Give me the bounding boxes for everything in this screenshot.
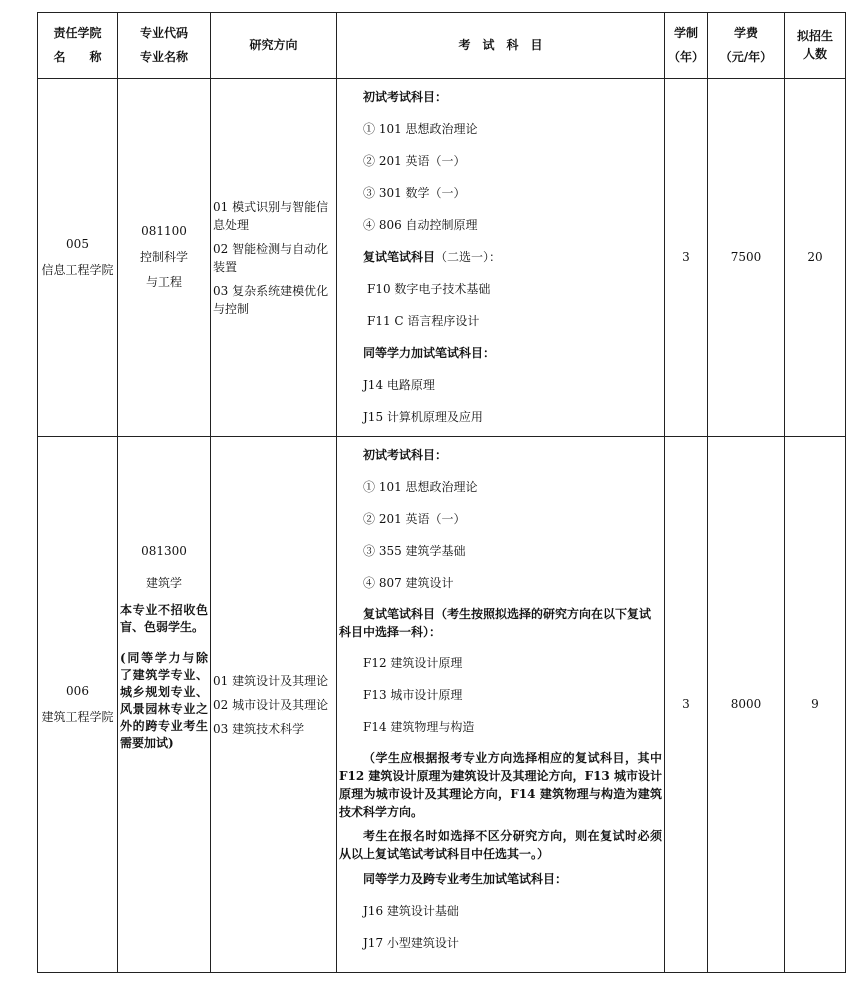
exam-subject: J14 电路原理	[363, 378, 435, 392]
header-major-line1: 专业代码	[139, 26, 188, 41]
exam-subject: ④ 807 建筑设计	[363, 576, 454, 590]
exam-cell	[337, 437, 665, 973]
header-quota	[785, 13, 846, 79]
exam-subject: ② 201 英语（一）	[363, 512, 466, 526]
exam-extra-title: 同等学力加试笔试科目：	[363, 346, 496, 360]
major-name-line1: 建筑学	[145, 575, 182, 590]
exam-extra-title: 同等学力及跨专业考生加试笔试科目：	[363, 872, 568, 886]
exam-initial-title: 初试考试科目：	[363, 448, 448, 462]
table-row	[38, 79, 846, 437]
exam-retest-title-rest: （二选一）：	[435, 250, 502, 264]
exam-subject: ③ 355 建筑学基础	[363, 544, 466, 558]
exam-subject: F14 建筑物理与构造	[363, 720, 475, 734]
header-major-line2: 专业名称	[139, 49, 188, 64]
exam-subject: J16 建筑设计基础	[363, 904, 459, 918]
enrollment-table	[37, 12, 846, 973]
college-name: 建筑工程学院	[41, 709, 114, 724]
header-fee-line1: 学费	[733, 26, 758, 41]
exam-subject: ① 101 思想政治理论	[363, 480, 478, 494]
years-cell: 3	[665, 437, 708, 973]
exam-subject: ③ 301 数学（一）	[363, 186, 466, 200]
exam-initial-title: 初试考试科目：	[363, 90, 448, 104]
exam-subject: F13 城市设计原理	[363, 688, 463, 702]
header-college-line2: 名 称	[53, 49, 102, 64]
header-fee-line2: （元/年）	[719, 49, 773, 64]
exam-subject: F12 建筑设计原理	[363, 656, 463, 670]
college-code: 006	[66, 684, 89, 699]
exam-retest-title-bold: 复试笔试科目	[363, 250, 436, 264]
header-college	[38, 13, 118, 79]
header-major	[118, 13, 211, 79]
header-years	[665, 13, 708, 79]
exam-subject: J15 计算机原理及应用	[363, 410, 483, 424]
major-name-line1: 控制科学	[139, 249, 188, 264]
major-note-colorblind: 本专业不招收色盲、色弱学生。	[120, 602, 208, 634]
header-row	[38, 13, 846, 79]
exam-note-paragraph: （学生应根据报考专业方向选择相应的复试科目，其中 F12 建筑设计原理为建筑设计及其理论方向，F13 城市设计原理为城市设计及其理论方向，F14 建筑物理与构造为建筑技术科学方向。	[339, 751, 662, 819]
exam-cell	[337, 79, 665, 437]
major-name-line2: 与工程	[145, 275, 182, 290]
header-years-line2: （年）	[667, 49, 704, 64]
direction-cell	[211, 437, 337, 973]
exam-retest-title: 复试笔试科目（考生按照拟选择的研究方向在以下复试科目中选择一科）：	[339, 607, 652, 639]
years-cell: 3	[665, 79, 708, 437]
header-direction: 研究方向	[211, 13, 337, 79]
quota-cell: 20	[785, 79, 846, 437]
exam-subject: ④ 806 自动控制原理	[363, 218, 478, 232]
table-row	[38, 437, 846, 973]
direction-item: 03 建筑技术科学	[213, 721, 305, 736]
header-college-line1: 责任学院	[53, 26, 102, 41]
major-cell	[118, 79, 211, 437]
header-quota-line2: 人数	[802, 46, 827, 61]
major-code: 081300	[141, 544, 187, 559]
exam-subject: F11 C 语言程序设计	[367, 314, 480, 328]
major-cell	[118, 437, 211, 973]
direction-item: 01 模式识别与智能信息处理	[213, 199, 329, 232]
header-quota-line1: 拟招生	[796, 29, 833, 44]
college-code: 005	[66, 237, 89, 252]
fee-cell: 7500	[708, 79, 785, 437]
direction-cell	[211, 79, 337, 437]
direction-item: 01 建筑设计及其理论	[213, 673, 329, 688]
exam-subject: ① 101 思想政治理论	[363, 122, 478, 136]
direction-item: 02 智能检测与自动化装置	[213, 241, 329, 274]
header-years-line1: 学制	[673, 26, 698, 41]
college-cell	[38, 79, 118, 437]
major-note-extra-exam: (同等学力与除了建筑学专业、城乡规划专业、风景园林专业之外的跨专业考生需要加试)	[120, 650, 208, 750]
exam-retest-title	[337, 241, 664, 273]
exam-subject: ② 201 英语（一）	[363, 154, 466, 168]
direction-item: 02 城市设计及其理论	[213, 697, 329, 712]
header-fee	[708, 13, 785, 79]
fee-cell: 8000	[708, 437, 785, 973]
direction-item: 03 复杂系统建模优化与控制	[213, 283, 329, 316]
exam-note-paragraph: 考生在报名时如选择不区分研究方向，则在复试时必须从以上复试笔试考试科目中任选其一。）	[339, 829, 662, 861]
header-exam-subjects: 考 试 科 目	[337, 13, 665, 79]
exam-subject: F10 数字电子技术基础	[367, 282, 491, 296]
college-cell	[38, 437, 118, 973]
major-code: 081100	[141, 224, 187, 239]
quota-cell: 9	[785, 437, 846, 973]
exam-subject: J17 小型建筑设计	[363, 936, 459, 950]
college-name: 信息工程学院	[41, 262, 114, 277]
